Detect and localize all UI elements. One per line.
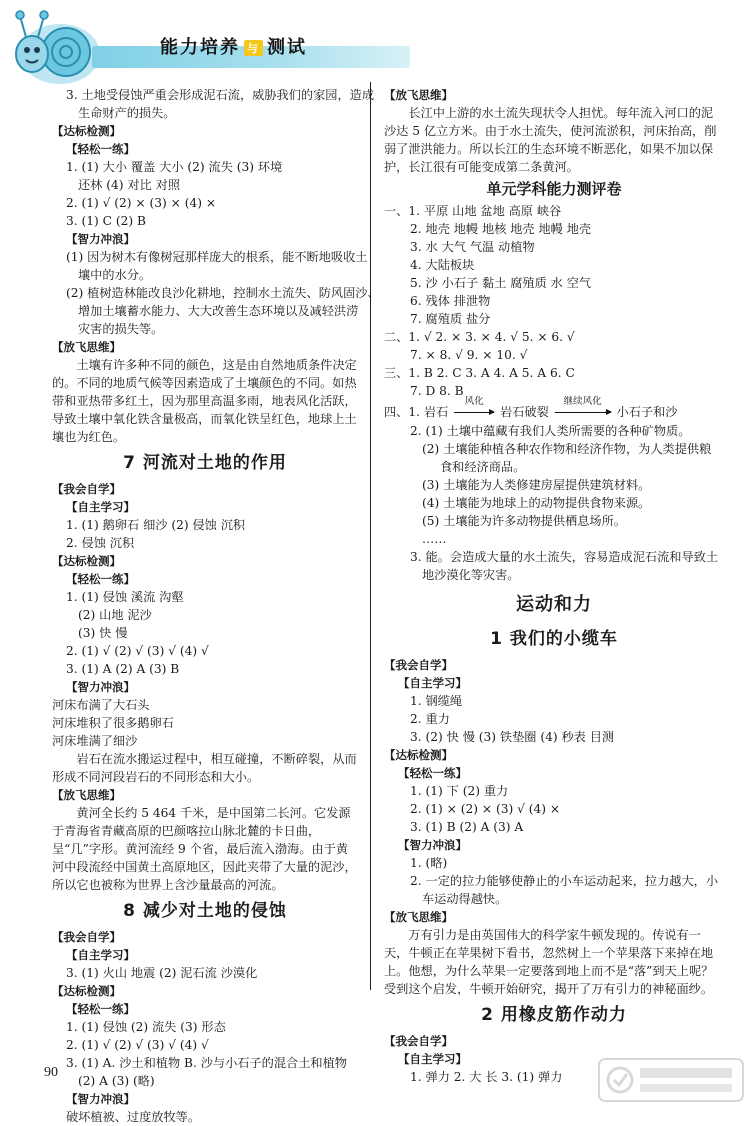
answer-line: 3. 水 大气 气温 动植物 — [410, 240, 535, 254]
column-divider — [370, 82, 371, 990]
answer-line: 2. (1) √ (2) √ (3) √ (4) √ — [66, 1038, 209, 1052]
section-tag: 【放飞思维】 — [52, 788, 121, 802]
answer-line: (2) 植树造林能改良沙化耕地，控制水土流失、防风固沙、 — [66, 286, 380, 300]
section-tag: 【我会自学】 — [384, 658, 453, 672]
answer-line: (1) 因为树木有像树冠那样庞大的根系，能不断地吸收土 — [66, 250, 368, 264]
answer-line: 3. 能。会造成大量的水土流失，容易造成泥石流和导致土 — [410, 550, 719, 564]
answer-line: 2. (1) 土壤中蕴藏有我们人类所需要的各种矿物质。 — [410, 424, 691, 438]
section-tag: 【放飞思维】 — [52, 340, 121, 354]
answer-line: 3. (1) B (2) A (3) A — [410, 820, 524, 834]
answer-line: 5. 沙 小石子 黏土 腐殖质 水 空气 — [410, 276, 592, 290]
answer-line: 河床堆满了细沙 — [52, 734, 138, 748]
section-tag: 【我会自学】 — [52, 482, 121, 496]
answer-line: (3) 土壤能为人类修建房屋提供建筑材料。 — [422, 478, 651, 492]
answer-line: 3. (2) 快 慢 (3) 铁垫圈 (4) 秒表 目测 — [410, 730, 615, 744]
answer-line: (5) 土壤能为许多动物提供栖息场所。 — [422, 514, 626, 528]
unit-test-heading: 单元学科能力测评卷 — [486, 180, 622, 198]
weathering-flow — [384, 396, 724, 422]
section-tag: 【智力冲浪】 — [66, 680, 135, 694]
answer-line: 2. 侵蚀 沉积 — [66, 536, 135, 550]
page-header — [0, 0, 750, 88]
answer-line: 2. (1) × (2) × (3) √ (4) × — [410, 802, 561, 816]
answer-line: 地沙漠化等灾害。 — [422, 568, 520, 582]
answer-paragraph: 万有引力是由英国伟大的科学家牛顿发现的。传说有一天，牛顿正在苹果树下看书，忽然树上一个苹果落下来掉在地上。他想，为什么苹果一定要落到地上而不是“落”到天上呢？受到这个启发，牛顿开始研究，揭开了万有引力的神秘面纱。 — [384, 928, 714, 996]
section-tag: 【达标检测】 — [384, 748, 453, 762]
header-title: 能力培养 与 测试 — [160, 37, 307, 58]
answer-line: 3. (1) 火山 地震 (2) 泥石流 沙漠化 — [66, 966, 258, 980]
answer-paragraph: 长江中上游的水土流失现状令人担忧。每年流入河口的泥沙达 5 亿立方米。由于水土流失，使河流淤积，河床抬高，削弱了泄洪能力。所以长江的生态环境不断恶化，如果不加以保护，长江很有可能变成第二条黄河。 — [384, 106, 717, 174]
answer-line: 1. 弹力 2. 大 长 3. (1) 弹力 — [410, 1070, 563, 1084]
flow-arrow-label: 风化 — [464, 396, 484, 407]
answer-line: 1. (1) 大小 覆盖 大小 (2) 流失 (3) 环境 — [66, 160, 283, 174]
section-tag: 【自主学习】 — [398, 676, 467, 690]
answer-line: (2) 山地 泥沙 — [78, 608, 152, 622]
answer-line: 4. 大陆板块 — [410, 258, 475, 272]
answer-line: 1. (1) 侵蚀 溪流 沟壑 — [66, 590, 184, 604]
section-tag: 【达标检测】 — [52, 554, 121, 568]
flow-start: 四、1. 岩石 — [384, 405, 449, 419]
unit-heading: 运动和力 — [516, 594, 592, 615]
flow-arrow — [553, 396, 613, 424]
answer-line: 3. (1) A (2) A (3) B — [66, 662, 180, 676]
answer-paragraph: 黄河全长约 5 464 千米，是中国第二长河。它发源于青海省青藏高原的巴颜喀拉山脉北麓的卡日曲，呈“几”字形。黄河流经 9 个省，最后流入渤海。由于黄河中段流经中国黄土高原地区，因此夹带了大量的泥沙，所以它也被称为世界上含沙量最高的河流。 — [52, 806, 357, 892]
section-tag: 【达标检测】 — [52, 124, 121, 138]
lesson-heading: 2 用橡皮筋作动力 — [481, 1005, 627, 1025]
answer-line: 6. 残体 排泄物 — [410, 294, 491, 308]
answer-line: 2. (1) √ (2) √ (3) √ (4) √ — [66, 644, 209, 658]
answer-line: 2. 地壳 地幔 地核 地壳 地幔 地壳 — [410, 222, 592, 236]
answer-line: 一、1. 平原 山地 盆地 高原 峡谷 — [384, 204, 562, 218]
answer-line: (4) 土壤能为地球上的动物提供食物来源。 — [422, 496, 651, 510]
left-column — [52, 86, 380, 1126]
answer-line: 破坏植被、过度放牧等。 — [66, 1110, 201, 1124]
answer-line: 7. 腐殖质 盐分 — [410, 312, 491, 326]
answer-line: 车运动得越快。 — [422, 892, 508, 906]
answer-line: 3. (1) A. 沙土和植物 B. 沙与小石子的混合土和植物 — [66, 1056, 347, 1070]
section-tag: 【我会自学】 — [384, 1034, 453, 1048]
answer-paragraph: 岩石在流水搬运过程中，相互碰撞，不断碎裂，从而形成不同河段岩石的不同形态和大小。 — [52, 752, 357, 784]
section-tag: 【我会自学】 — [52, 930, 121, 944]
section-tag: 【轻松一练】 — [66, 1002, 135, 1016]
flow-arrow-label: 继续风化 — [563, 396, 602, 407]
answer-line: 壤中的水分。 — [78, 268, 152, 282]
answer-line: 2. 一定的拉力能够使静止的小车运动起来，拉力越大，小 — [410, 874, 719, 888]
answer-line: 河床布满了大石头 — [52, 698, 150, 712]
answer-paragraph: 土壤有许多种不同的颜色，这是由自然地质条件决定的。不同的地质气候等因素造成了土壤颜色的不同。如热带和亚热带多红土，因为那里高温多雨，地表风化活跃，导致土壤中氧化铁含量极高，而氧化铁呈红色，地球上土壤也为红色。 — [52, 358, 357, 444]
flow-end: 小石子和沙 — [616, 405, 678, 419]
section-tag: 【放飞思维】 — [384, 910, 453, 924]
section-tag: 【自主学习】 — [398, 1052, 467, 1066]
section-tag: 【轻松一练】 — [398, 766, 467, 780]
answer-line: 7. × 8. √ 9. × 10. √ — [410, 348, 528, 362]
answer-line: 1. (1) 侵蚀 (2) 流失 (3) 形态 — [66, 1020, 226, 1034]
right-column — [384, 86, 724, 1086]
flow-middle: 岩石破裂 — [500, 405, 549, 419]
lesson-heading: 1 我们的小缆车 — [490, 629, 618, 649]
section-tag: 【自主学习】 — [66, 500, 135, 514]
arrow-right-icon — [555, 412, 611, 413]
section-tag: 【智力冲浪】 — [398, 838, 467, 852]
answer-line: 河床堆积了很多鹅卵石 — [52, 716, 174, 730]
answer-line: 还林 (4) 对比 对照 — [78, 178, 181, 192]
section-tag: 【智力冲浪】 — [66, 1092, 135, 1106]
section-tag: 【达标检测】 — [52, 984, 121, 998]
answer-line: 三、1. B 2. C 3. A 4. A 5. A 6. C — [384, 366, 575, 380]
answer-line: 7. D 8. B — [410, 384, 464, 398]
arrow-right-icon — [454, 412, 494, 413]
answer-line: (3) 快 慢 — [78, 626, 128, 640]
section-tag: 【轻松一练】 — [66, 142, 135, 156]
section-tag: 【轻松一练】 — [66, 572, 135, 586]
answer-line: 3. 土地受侵蚀严重会形成泥石流，威胁我们的家园，造成 — [66, 88, 375, 102]
section-tag: 【自主学习】 — [66, 948, 135, 962]
answer-line: 生命财产的损失。 — [78, 106, 176, 120]
lesson-heading: 7 河流对土地的作用 — [123, 453, 287, 473]
answer-line: 1. (1) 下 (2) 重力 — [410, 784, 509, 798]
answer-line: (2) A (3) (略) — [78, 1074, 155, 1088]
answer-line: 1. (略) — [410, 856, 448, 870]
answer-line: 灾害的损失等。 — [78, 322, 164, 336]
answer-line: 增加土壤蓄水能力、大大改善生态环境以及减轻洪涝 — [78, 304, 359, 318]
answer-line: …… — [422, 532, 447, 546]
answer-line: 1. 钢缆绳 — [410, 694, 463, 708]
answer-line: 二、1. √ 2. × 3. × 4. √ 5. × 6. √ — [384, 330, 575, 344]
section-tag: 【智力冲浪】 — [66, 232, 135, 246]
watermark-logo-icon — [598, 1058, 744, 1102]
page-number: 90 — [44, 1065, 58, 1080]
answer-line: 2. 重力 — [410, 712, 450, 726]
section-tag: 【放飞思维】 — [384, 88, 453, 102]
flow-arrow — [452, 396, 496, 424]
answer-line: 食和经济商品。 — [440, 460, 526, 474]
answer-line: (2) 土壤能种植各种农作物和经济作物，为人类提供粮 — [422, 442, 712, 456]
lesson-heading: 8 减少对土地的侵蚀 — [123, 901, 287, 921]
answer-line: 1. (1) 鹅卵石 细沙 (2) 侵蚀 沉积 — [66, 518, 246, 532]
answer-line: 3. (1) C (2) B — [66, 214, 146, 228]
answer-line: 2. (1) √ (2) × (3) × (4) × — [66, 196, 217, 210]
